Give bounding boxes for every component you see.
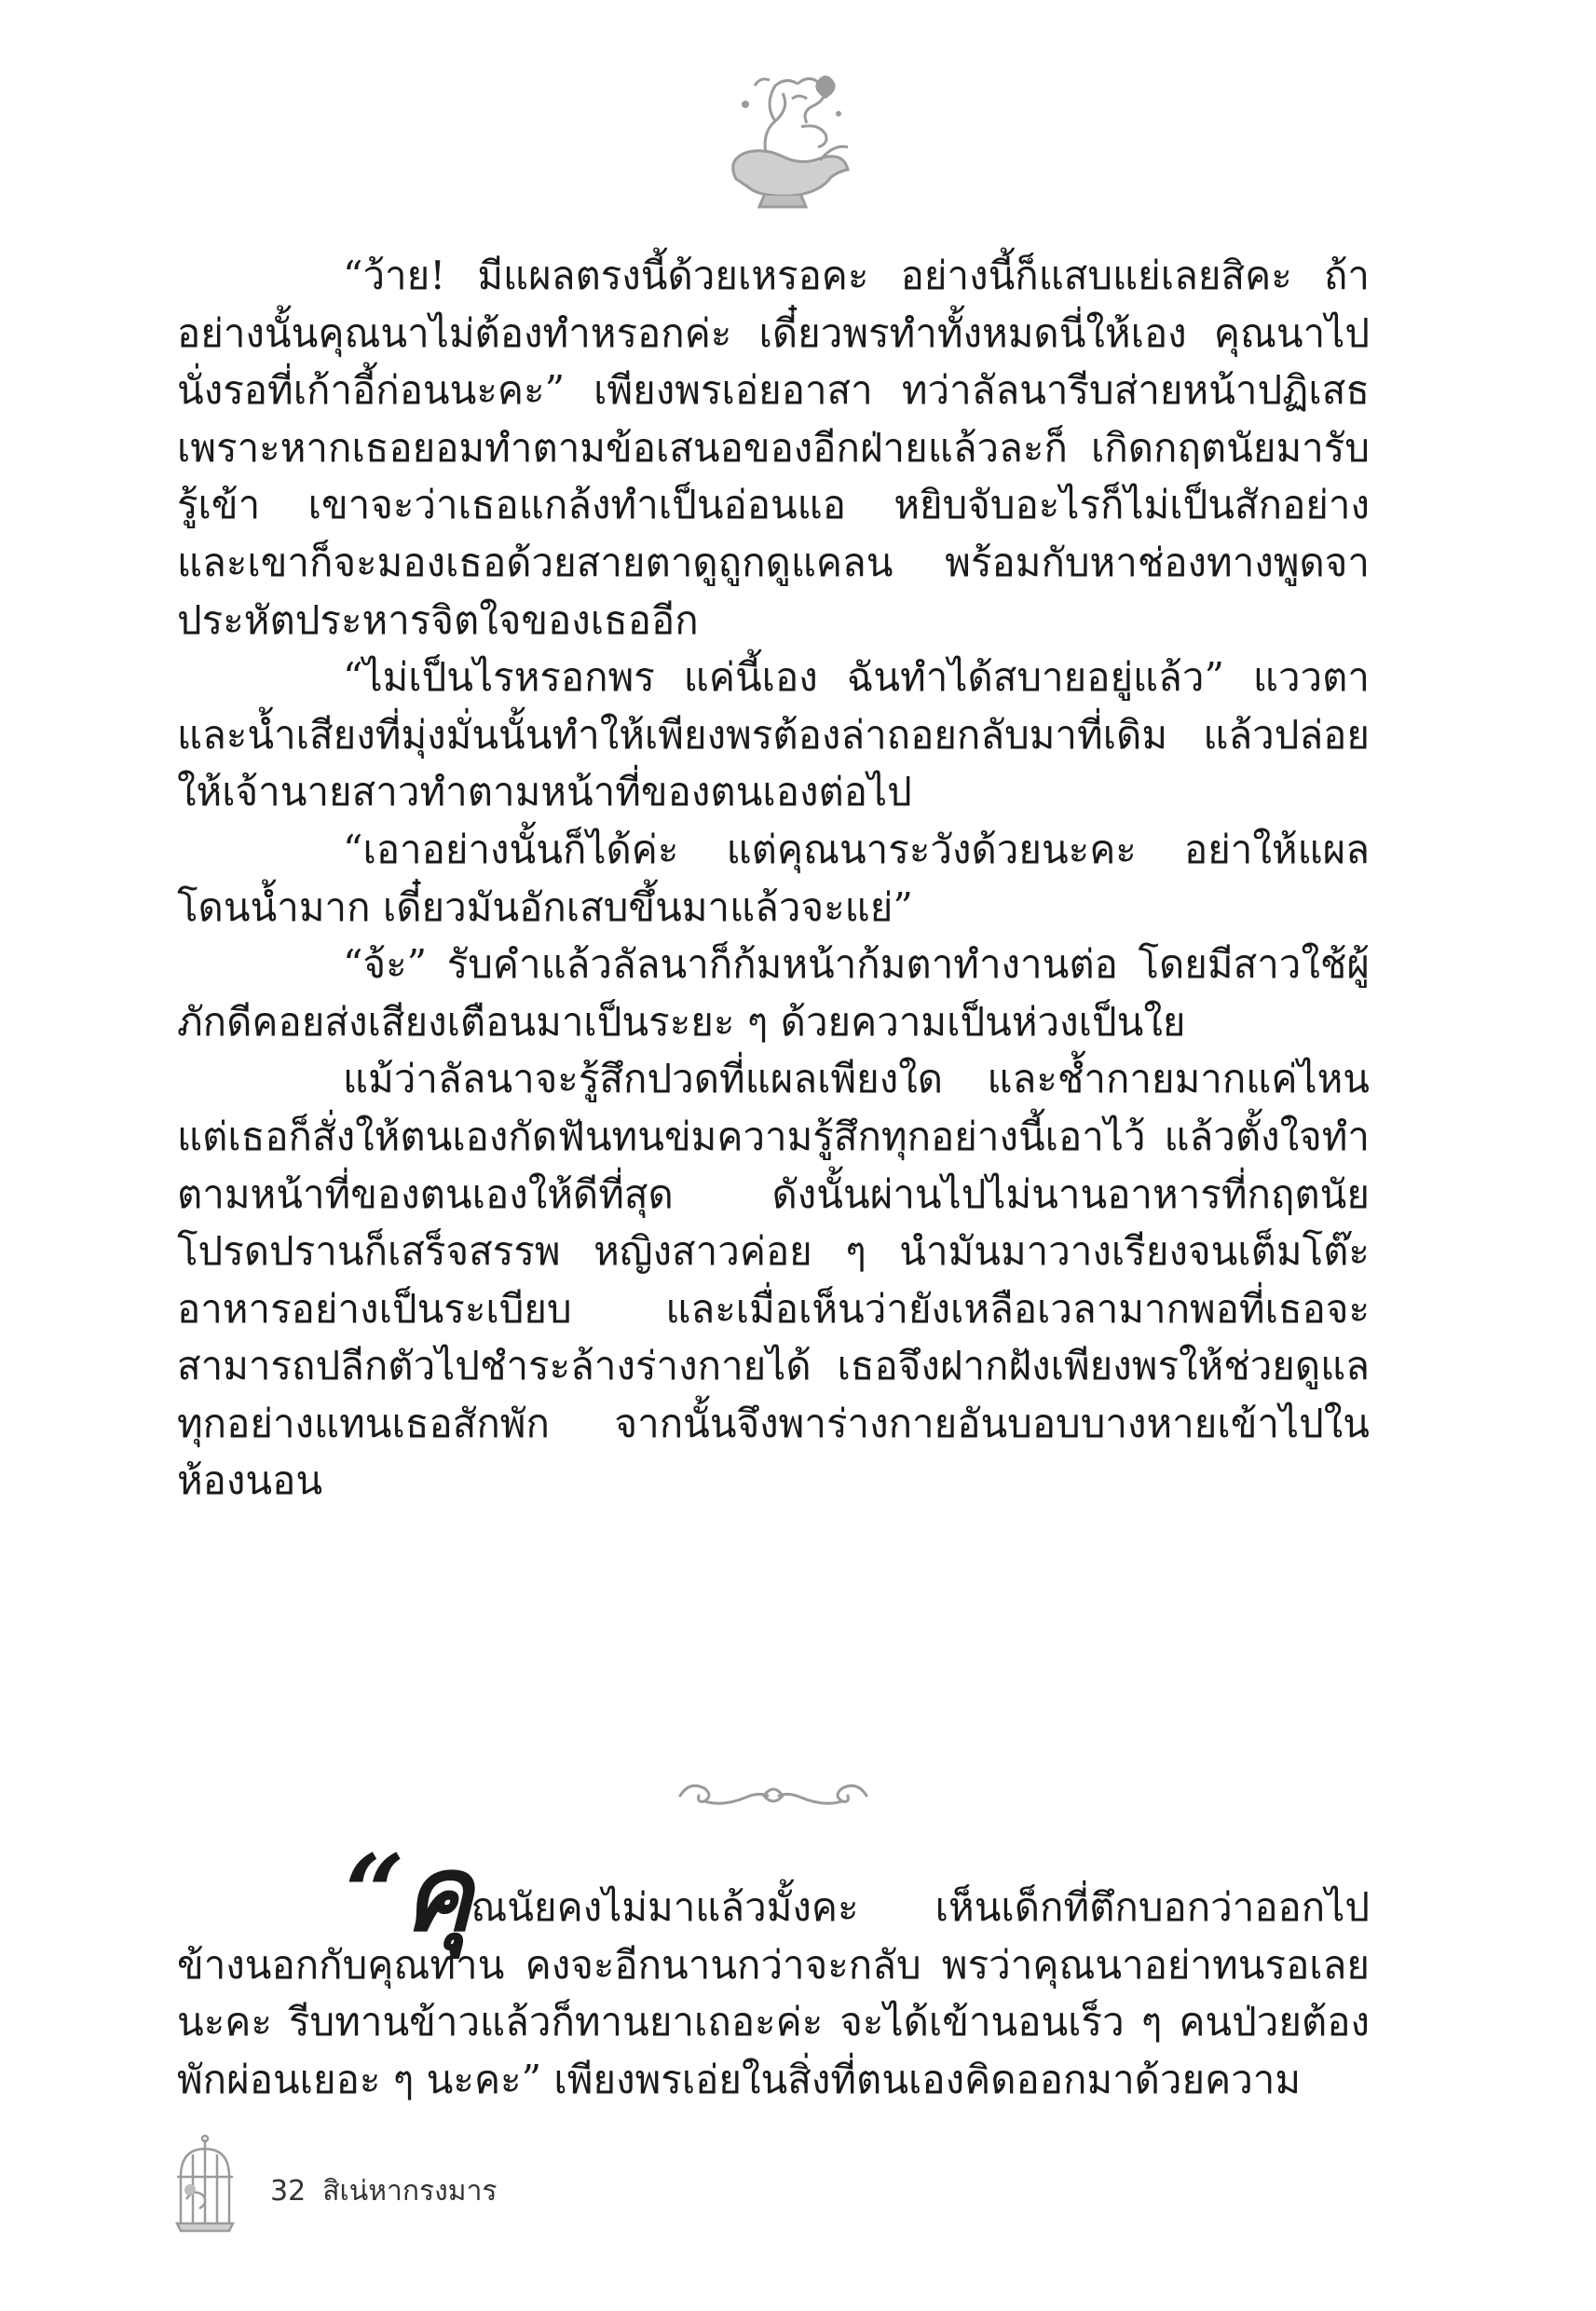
paragraph-4: “จ้ะ” รับคำแล้วลัลนาก็ก้มหน้าก้มตาทำงานต่อ โดยมีสาวใช้ผู้ภักดีคอยส่งเสียงเตือนมาเป็นระยะ ๆ ด้วยความเป็นห่วงเป็นใย — [177, 941, 1370, 1045]
drop-cap: “คุ — [345, 1833, 471, 1955]
footer-label — [270, 2169, 498, 2213]
dropcap-paragraph-text: ณนัยคงไม่มาแล้วมั้งคะ เห็นเด็กที่ตึกบอกว่าออกไปข้างนอกกับคุณท่าน คงจะอีกนานกว่าจะกลับ พรว่าคุณนาอย่าทนรอเลยนะคะ รีบทานข้าวแล้วก็ทานยาเถอะค่ะ จะได้เข้านอนเร็ว ๆ คนป่วยต้องพักผ่อนเยอะ ๆ นะคะ” เพียงพรเอ่ยในสิ่งที่ตนเองคิดออกมาด้วยความ — [177, 1884, 1370, 2102]
paragraph-1: “ว้าย! มีแผลตรงนี้ด้วยเหรอคะ อย่างนี้ก็แสบแย่เลยสิคะ ถ้าอย่างนั้นคุณนาไม่ต้องทำหรอกค่ะ เดี๋ยวพรทำทั้งหมดนี่ให้เอง คุณนาไปนั่งรอที่เก้าอี้ก่อนนะคะ” เพียงพรเอ่ยอาสา ทว่าลัลนารีบส่ายหน้าปฏิเสธ เพราะหากเธอยอมทำตามข้อเสนอของอีกฝ่ายแล้วละก็ เกิดกฤตนัยมารับรู้เข้า เขาจะว่าเธอแกล้งทำเป็นอ่อนแอ หยิบจับอะไรก็ไม่เป็นสักอย่าง และเขาก็จะมองเธอด้วยสายตาดูถูกดูแคลน พร้อมกับหาช่องทางพูดจาประหัตประหารจิตใจของเธออีก — [177, 253, 1370, 643]
birdcage-icon — [168, 2134, 242, 2236]
paragraph-dropcap — [177, 1833, 1370, 2108]
body-text-bottom — [177, 1833, 1370, 2108]
paragraph-2: “ไม่เป็นไรหรอกพร แค่นี้เอง ฉันทำได้สบายอยู่แล้ว” แววตาและน้ำเสียงที่มุ่งมั่นนั้นทำให้เพียงพรต้องล่าถอยกลับมาที่เดิม แล้วปล่อยให้เจ้านายสาวทำตามหน้าที่ของตนเองต่อไป — [177, 654, 1370, 815]
page-number: 32 — [270, 2175, 307, 2208]
lamp-genie-ornament-icon — [708, 67, 866, 216]
book-title: สิเน่หากรงมาร — [322, 2175, 498, 2208]
body-text-top — [177, 247, 1370, 1510]
paragraph-5: แม้ว่าลัลนาจะรู้สึกปวดที่แผลเพียงใด และช้ำกายมากแค่ไหน แต่เธอก็สั่งให้ตนเองกัดฟันทนข่มความรู้สึกทุกอย่างนี้เอาไว้ แล้วตั้งใจทำตามหน้าที่ของตนเองให้ดีที่สุด ดังนั้นผ่านไปไม่นานอาหารที่กฤตนัยโปรดปรานก็เสร็จสรรพ หญิงสาวค่อย ๆ นำมันมาวางเรียงจนเต็มโต๊ะอาหารอย่างเป็นระเบียบ และเมื่อเห็นว่ายังเหลือเวลามากพอที่เธอจะสามารถปลีกตัวไปชำระล้างร่างกายได้ เธอจึงฝากฝังเพียงพรให้ช่วยดูแลทุกอย่างแทนเธอสักพัก จากนั้นจึงพาร่างกายอันบอบบางหายเข้าไปในห้องนอน — [177, 1056, 1370, 1504]
paragraph-3: “เอาอย่างนั้นก็ได้ค่ะ แต่คุณนาระวังด้วยนะคะ อย่าให้แผลโดนน้ำมาก เดี๋ยวมันอักเสบขึ้นมาแล้วจะแย่” — [177, 826, 1370, 930]
page-footer — [168, 2134, 727, 2236]
flourish-divider-icon — [671, 1775, 876, 1812]
